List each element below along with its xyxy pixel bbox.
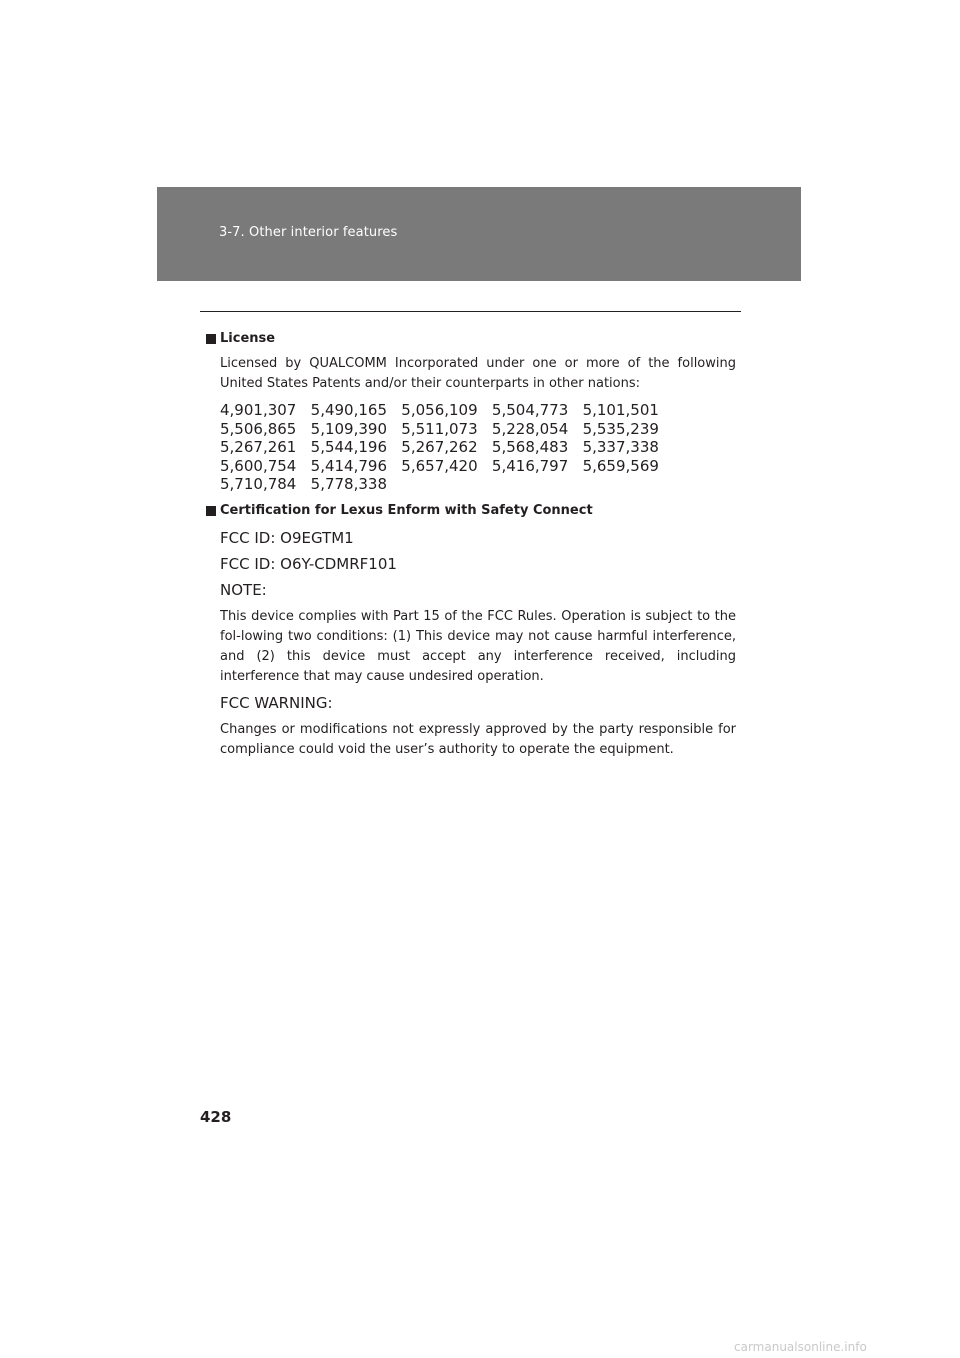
license-heading [206,330,736,348]
note-text: This device complies with Part 15 of the FCC Rules. Operation is subject to the fol-lowing two conditions: (1) This device may not cause harmful interference, and (2) this device must accept any interference received, including interference that may cause undesired operation. [220,608,736,684]
section-title: 3-7. Other interior features [219,225,398,240]
note-label: NOTE: [220,580,267,599]
fcc-id-2: FCC ID: O6Y-CDMRF101 [220,554,397,573]
certification-heading [206,502,736,520]
page-content [206,330,736,760]
certification-heading-text: Certification for Lexus Enform with Safety Connect [220,502,593,518]
page-number: 428 [200,1108,232,1126]
patent-row: 4,901,307 5,490,165 5,056,109 5,504,773 5,101,501 [220,401,659,419]
fcc-warning-label: FCC WARNING: [220,693,333,712]
license-text: Licensed by QUALCOMM Incorporated under one or more of the following United States Patents and/or their counterparts in other nations: [220,356,736,391]
patent-row: 5,506,865 5,109,390 5,511,073 5,228,054 5,535,239 [220,419,659,438]
fcc-id-1: FCC ID: O9EGTM1 [220,528,354,547]
header-rule [200,311,741,312]
fcc-warning-text: Changes or modifications not expressly approved by the party responsible for compliance could void the user’s authority to operate the equipment. [220,721,736,757]
patent-row: 5,600,754 5,414,796 5,657,420 5,416,797 5,659,569 [220,456,659,475]
watermark: carmanualsonline.info [734,1340,867,1354]
square-bullet-icon [206,334,216,344]
patent-row: 5,267,261 5,544,196 5,267,262 5,568,483 5,337,338 [220,438,659,456]
patent-list [206,401,736,494]
square-bullet-icon [206,506,216,516]
license-heading-text: License [220,331,276,346]
patent-row: 5,710,784 5,778,338 [220,475,387,493]
